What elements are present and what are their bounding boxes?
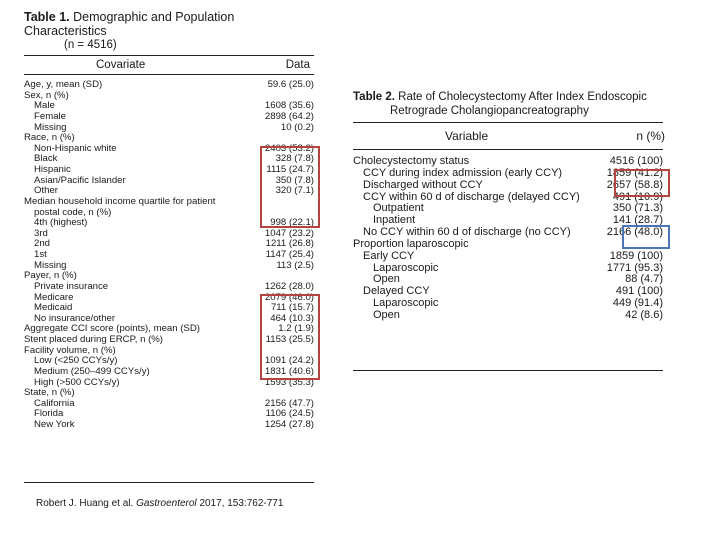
row-value: 2156 (47.7)	[264, 397, 314, 409]
row-label: Inpatient	[373, 214, 416, 227]
row-value: 1608 (35.6)	[264, 100, 314, 112]
row-value: 491 (100)	[615, 285, 663, 298]
row-label: Facility volume, n (%)	[24, 344, 116, 356]
citation	[36, 498, 283, 509]
row-label: Outpatient	[373, 202, 424, 215]
row-label: Private insurance	[34, 280, 109, 292]
table-row	[24, 197, 314, 208]
row-value: 328 (7.8)	[275, 153, 314, 165]
row-label: Laparoscopic	[373, 297, 439, 310]
table-row	[24, 367, 314, 378]
row-label: Delayed CCY	[363, 285, 430, 298]
row-label: Asian/Pacific Islander	[34, 174, 126, 186]
divider	[24, 74, 314, 75]
row-label: Payer, n (%)	[24, 270, 77, 282]
row-label: Race, n (%)	[24, 132, 75, 144]
row-value: 2898 (64.2)	[264, 110, 314, 122]
row-value: 998 (22.1)	[270, 217, 314, 229]
table-row	[353, 180, 663, 192]
row-label: postal code, n (%)	[34, 206, 112, 218]
row-label: Missing	[34, 121, 67, 133]
row-value: 350 (71.3)	[612, 202, 663, 215]
divider	[24, 482, 314, 483]
row-value: 88 (4.7)	[625, 273, 663, 286]
citation-journal: Gastroenterol	[136, 498, 197, 509]
row-value: 1115 (24.7)	[266, 164, 314, 175]
row-label: Open	[373, 308, 400, 321]
table-row	[24, 144, 314, 155]
row-value: 113 (2.5)	[276, 259, 314, 271]
row-label: Medium (250–499 CCYs/y)	[34, 365, 150, 377]
row-label: 2nd	[34, 238, 51, 250]
row-value: 711 (15.7)	[270, 302, 314, 314]
row-label: Age, y, mean (SD)	[24, 79, 103, 90]
row-value: 2079 (46.0)	[264, 291, 314, 303]
row-label: 1st	[34, 249, 47, 260]
row-label: Aggregate CCI score (points), mean (SD)	[24, 323, 200, 335]
table-row	[24, 282, 314, 293]
row-value: 2657 (58.8)	[606, 178, 663, 191]
row-value: 1211 (26.8)	[265, 238, 314, 250]
row-value: 464 (10.3)	[270, 312, 314, 324]
table-2-header	[353, 123, 671, 149]
row-value: 320 (7.1)	[275, 185, 314, 197]
row-label: 3rd	[34, 227, 48, 239]
table-2	[353, 90, 671, 322]
row-value: 59.6 (25.0)	[267, 79, 314, 90]
row-value: 1593 (35.3)	[264, 376, 314, 388]
table-row	[353, 310, 663, 322]
divider	[353, 370, 663, 371]
table-row	[24, 176, 314, 187]
table-1-header	[24, 56, 320, 74]
row-label: No CCY within 60 d of discharge (no CCY)	[363, 226, 571, 239]
row-label: 4th (highest)	[34, 217, 88, 229]
column-header-data: Data	[285, 59, 310, 71]
row-value: 2166 (48.0)	[606, 226, 663, 239]
citation-details: 2017, 153:762-771	[199, 498, 284, 509]
table-2-body	[353, 156, 663, 322]
row-label: Early CCY	[363, 249, 415, 262]
column-header-covariate: Covariate	[96, 59, 146, 71]
row-label: Florida	[34, 408, 64, 420]
row-value: 1047 (23.2)	[264, 227, 314, 239]
row-label: Medicare	[34, 291, 74, 303]
row-label: Laparoscopic	[373, 261, 439, 274]
table-1-title	[24, 10, 320, 38]
table-row	[24, 112, 314, 123]
row-value: 1859 (41.2)	[606, 166, 663, 179]
row-value: 1831 (40.6)	[264, 365, 314, 377]
row-label: Male	[34, 100, 55, 112]
row-value: 4516 (100)	[609, 155, 663, 167]
row-label: Hispanic	[34, 164, 71, 175]
row-label: Female	[34, 110, 66, 122]
row-label: Other	[34, 185, 58, 197]
table-1-title-text: Demographic and Population Characteristics	[24, 10, 235, 38]
row-label: Black	[34, 153, 58, 165]
row-value: 1771 (95.3)	[606, 261, 663, 274]
column-header-n-percent: n (%)	[636, 129, 665, 143]
row-value: 10 (0.2)	[280, 121, 314, 133]
column-header-variable: Variable	[445, 129, 489, 143]
row-label: Missing	[34, 259, 67, 271]
table-row	[353, 239, 663, 251]
table-1-body	[24, 80, 314, 431]
table-row	[353, 251, 663, 263]
divider	[353, 149, 663, 150]
citation-authors: Robert J. Huang et al.	[36, 498, 134, 509]
row-label: Low (<250 CCYs/y)	[34, 355, 118, 367]
table-1-label: Table 1.	[24, 10, 70, 24]
row-value: 1.2 (1.9)	[278, 323, 314, 335]
row-value: 1859 (100)	[609, 249, 663, 262]
table-1-subtitle: (n = 4516)	[64, 39, 117, 51]
row-label: Median household income quartile for patient	[24, 195, 216, 207]
row-value: 42 (8.6)	[625, 308, 663, 321]
row-label: CCY during index admission (early CCY)	[363, 166, 563, 179]
table-row	[353, 168, 663, 180]
row-label: Non-Hispanic white	[34, 142, 117, 154]
row-value: 1106 (24.5)	[265, 408, 314, 420]
row-value: 449 (91.4)	[612, 297, 663, 310]
row-label: High (>500 CCYs/y)	[34, 376, 120, 388]
row-label: Medicaid	[34, 302, 73, 314]
row-label: California	[34, 397, 75, 409]
row-value: 141 (28.7)	[612, 214, 663, 227]
row-label: Discharged without CCY	[363, 178, 483, 191]
table-2-title-text: Rate of Cholecystectomy After Index Endoscopic	[394, 91, 647, 103]
row-value: 350 (7.8)	[275, 174, 314, 186]
table-2-title	[353, 90, 671, 104]
row-value: 1091 (24.2)	[264, 355, 314, 367]
row-value: 2403 (53.2)	[264, 142, 314, 154]
table-row	[24, 420, 314, 431]
row-label: Proportion laparoscopic	[353, 237, 469, 250]
row-label: Open	[373, 273, 400, 286]
row-value: 491 (10.9)	[612, 190, 663, 203]
table-row	[24, 250, 314, 261]
row-label: Stent placed during ERCP, n (%)	[24, 334, 164, 345]
row-value: 1147 (25.4)	[265, 249, 314, 260]
row-value: 1254 (27.8)	[264, 419, 314, 430]
row-label: New York	[34, 419, 75, 430]
row-value: 1153 (25.5)	[265, 334, 314, 345]
row-label: Sex, n (%)	[24, 89, 69, 101]
table-2-subtitle: Retrograde Cholangiopancreatography	[390, 105, 589, 117]
row-label: CCY within 60 d of discharge (delayed CCY)	[363, 190, 580, 203]
table-1	[24, 10, 320, 431]
row-value: 1262 (28.0)	[264, 280, 314, 292]
row-label: State, n (%)	[24, 387, 75, 399]
row-label: No insurance/other	[34, 312, 116, 324]
row-label: Cholecystectomy status	[353, 155, 470, 167]
table-2-label: Table 2.	[353, 91, 395, 103]
